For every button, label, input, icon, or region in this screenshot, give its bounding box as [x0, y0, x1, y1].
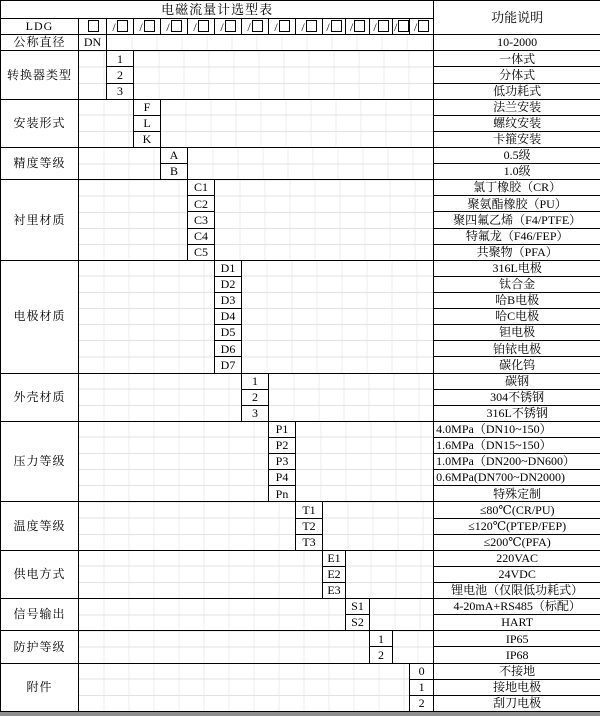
description-cell: 刮刀电极: [434, 695, 600, 711]
code-cell: B: [161, 164, 188, 180]
bottom-edge-bar: [0, 712, 600, 716]
placeholder-box-icon: [144, 20, 155, 32]
code-cell: A: [161, 148, 188, 164]
code-cell: C4: [188, 228, 215, 244]
description-cell: ≤120℃(PTEP/FEP): [434, 518, 600, 534]
category-label: 信号输出: [1, 599, 79, 631]
model-box-cell: [134, 19, 161, 35]
description-cell: 特殊定制: [434, 486, 600, 502]
description-cell: 锂电池（仅限低功耗式）: [434, 582, 600, 598]
code-cell: T3: [296, 534, 323, 550]
code-cell: T2: [296, 518, 323, 534]
category-label: 电极材质: [1, 260, 79, 373]
code-cell: C2: [188, 196, 215, 212]
spacer-cell: [79, 373, 242, 421]
code-cell: C1: [188, 180, 215, 196]
model-box-cell: [161, 19, 188, 35]
model-box-cell: [242, 19, 269, 35]
model-box-cell: [188, 19, 215, 35]
spacer-cell: [296, 421, 434, 502]
slash-separator: /: [373, 19, 377, 34]
description-cell: HART: [434, 615, 600, 631]
spacer-cell: [79, 99, 134, 147]
description-cell: 共聚物（PFA）: [434, 244, 600, 260]
placeholder-box-icon: [117, 20, 128, 32]
description-cell: 特氟龙（F46/FEP）: [434, 228, 600, 244]
code-cell: E3: [323, 582, 346, 598]
description-cell: 分体式: [434, 67, 600, 83]
description-cell: 哈B电极: [434, 292, 600, 308]
code-cell: D1: [215, 260, 242, 276]
description-cell: 不接地: [434, 663, 600, 679]
option-row: [1, 550, 600, 566]
placeholder-box-icon: [279, 20, 290, 32]
description-cell: ≤200℃(PFA): [434, 534, 600, 550]
description-cell: 钽电极: [434, 325, 600, 341]
code-cell: S2: [346, 615, 370, 631]
description-cell: 聚氨酯橡胶（PU）: [434, 196, 600, 212]
description-cell: 304不锈钢: [434, 389, 600, 405]
category-label: 附件: [1, 663, 79, 712]
description-cell: 铂铱电极: [434, 341, 600, 357]
code-cell: F: [134, 99, 161, 115]
slash-separator: /: [112, 19, 116, 34]
option-row: [1, 663, 600, 679]
description-cell: 碳钢: [434, 373, 600, 389]
category-label: 温度等级: [1, 502, 79, 550]
description-cell: 0.5级: [434, 148, 600, 164]
model-box-cell: [393, 19, 410, 35]
spacer-cell: [269, 373, 434, 421]
function-column-header: 功能说明: [434, 1, 600, 35]
code-cell: P1: [269, 421, 296, 437]
spacer-cell: [242, 260, 434, 373]
code-cell: L: [134, 115, 161, 131]
spacer-cell: [79, 550, 323, 598]
spacer-cell: [79, 180, 188, 261]
spacer-cell: [370, 599, 434, 631]
option-row: [1, 599, 600, 615]
code-cell: C3: [188, 212, 215, 228]
description-cell: 卡箍安装: [434, 131, 600, 147]
description-cell: 24VDC: [434, 566, 600, 582]
description-cell: 螺纹安装: [434, 115, 600, 131]
category-label: 精度等级: [1, 148, 79, 180]
code-cell: 1: [370, 631, 393, 647]
description-cell: 一体式: [434, 51, 600, 67]
description-cell: 钛合金: [434, 276, 600, 292]
code-cell: 3: [107, 83, 134, 99]
spacer-cell: [79, 51, 107, 99]
placeholder-box-icon: [225, 20, 236, 32]
category-label: 衬里材质: [1, 180, 79, 261]
option-row: [1, 180, 600, 196]
placeholder-box-icon: [398, 20, 409, 32]
spacer-cell: [107, 35, 434, 51]
placeholder-box-icon: [306, 20, 317, 32]
code-cell: 2: [107, 67, 134, 83]
spacer-cell: [134, 51, 434, 99]
description-cell: 316L不锈钢: [434, 405, 600, 421]
option-row: [1, 631, 600, 647]
description-cell: 聚四氟乙烯（F4/PTFE）: [434, 212, 600, 228]
placeholder-box-icon: [354, 20, 365, 32]
placeholder-box-icon: [418, 20, 429, 32]
code-cell: 3: [242, 405, 269, 421]
description-cell: 316L电极: [434, 260, 600, 276]
option-row: [1, 373, 600, 389]
code-cell: C5: [188, 244, 215, 260]
slash-separator: /: [394, 19, 398, 34]
description-cell: 1.6MPa（DN15~150）: [434, 437, 600, 453]
model-box-cell: [296, 19, 323, 35]
category-label: 公称直径: [1, 35, 79, 51]
slash-separator: /: [301, 19, 305, 34]
code-cell: DN: [79, 35, 107, 51]
option-row: [1, 502, 600, 518]
code-cell: E2: [323, 566, 346, 582]
model-box-cell: [370, 19, 393, 35]
code-cell: D7: [215, 357, 242, 373]
code-cell: D4: [215, 309, 242, 325]
code-cell: P3: [269, 454, 296, 470]
slash-separator: /: [247, 19, 251, 34]
option-row: [1, 260, 600, 276]
category-label: 外壳材质: [1, 373, 79, 421]
category-label: 转换器类型: [1, 51, 79, 99]
code-cell: 1: [410, 679, 434, 695]
code-cell: P4: [269, 470, 296, 486]
category-label: 防护等级: [1, 631, 79, 663]
description-cell: 法兰安装: [434, 99, 600, 115]
model-box-cell: [323, 19, 346, 35]
placeholder-box-icon: [198, 20, 209, 32]
slash-separator: /: [220, 19, 224, 34]
description-cell: 1.0MPa（DN200~DN600）: [434, 454, 600, 470]
code-cell: D5: [215, 325, 242, 341]
model-box-cell: [79, 19, 107, 35]
code-cell: E1: [323, 550, 346, 566]
spacer-cell: [79, 148, 161, 180]
description-cell: 哈C电极: [434, 309, 600, 325]
spacer-cell: [79, 260, 215, 373]
spacer-cell: [188, 148, 434, 180]
spacer-cell: [393, 631, 434, 663]
option-row: [1, 99, 600, 115]
description-cell: IP68: [434, 647, 600, 663]
slash-separator: /: [349, 19, 354, 34]
placeholder-box-icon: [171, 20, 182, 32]
description-cell: 低功耗式: [434, 83, 600, 99]
model-box-cell: [269, 19, 296, 35]
slash-separator: /: [413, 19, 418, 34]
code-cell: 2: [410, 695, 434, 711]
category-label: 压力等级: [1, 421, 79, 502]
description-cell: 碳化钨: [434, 357, 600, 373]
slash-separator: /: [139, 19, 143, 34]
description-cell: 4.0MPa（DN10~150）: [434, 421, 600, 437]
option-row: [1, 35, 600, 51]
placeholder-box-icon: [331, 20, 342, 32]
category-label: 供电方式: [1, 550, 79, 598]
description-cell: 4-20mA+RS485（标配）: [434, 599, 600, 615]
model-box-cell: [410, 19, 434, 35]
description-cell: 10-2000: [434, 35, 600, 51]
description-cell: 0.6MPa(DN700~DN2000): [434, 470, 600, 486]
description-cell: 氯丁橡胶（CR）: [434, 180, 600, 196]
code-cell: D6: [215, 341, 242, 357]
model-prefix: LDG: [1, 19, 79, 35]
code-cell: Pn: [269, 486, 296, 502]
code-cell: 2: [370, 647, 393, 663]
placeholder-box-icon: [88, 20, 99, 32]
description-cell: 220VAC: [434, 550, 600, 566]
slash-separator: /: [274, 19, 278, 34]
spacer-cell: [79, 502, 296, 550]
option-row: [1, 51, 600, 67]
code-cell: 1: [242, 373, 269, 389]
option-row: [1, 421, 600, 437]
page-title: 电磁流量计选型表: [1, 1, 434, 19]
spacer-cell: [79, 663, 410, 712]
spacer-cell: [346, 550, 434, 598]
code-cell: K: [134, 131, 161, 147]
placeholder-box-icon: [252, 20, 263, 32]
code-cell: S1: [346, 599, 370, 615]
model-box-cell: [346, 19, 370, 35]
code-cell: D2: [215, 276, 242, 292]
slash-separator: /: [166, 19, 170, 34]
description-cell: ≤80℃(CR/PU): [434, 502, 600, 518]
spacer-cell: [79, 631, 370, 663]
description-cell: 1.0级: [434, 164, 600, 180]
code-cell: 0: [410, 663, 434, 679]
spacer-cell: [79, 421, 269, 502]
description-cell: 接地电极: [434, 679, 600, 695]
title-row: [1, 1, 600, 19]
option-row: [1, 148, 600, 164]
slash-separator: /: [193, 19, 197, 34]
code-cell: 2: [242, 389, 269, 405]
slash-separator: /: [326, 19, 330, 34]
spacer-cell: [79, 599, 346, 631]
description-cell: IP65: [434, 631, 600, 647]
code-cell: P2: [269, 437, 296, 453]
code-cell: 1: [107, 51, 134, 67]
model-box-cell: [215, 19, 242, 35]
code-cell: T1: [296, 502, 323, 518]
model-box-cell: [107, 19, 134, 35]
spacer-cell: [215, 180, 434, 261]
code-cell: D3: [215, 292, 242, 308]
spacer-cell: [161, 99, 434, 147]
spacer-cell: [323, 502, 434, 550]
category-label: 安装形式: [1, 99, 79, 147]
placeholder-box-icon: [378, 20, 389, 32]
